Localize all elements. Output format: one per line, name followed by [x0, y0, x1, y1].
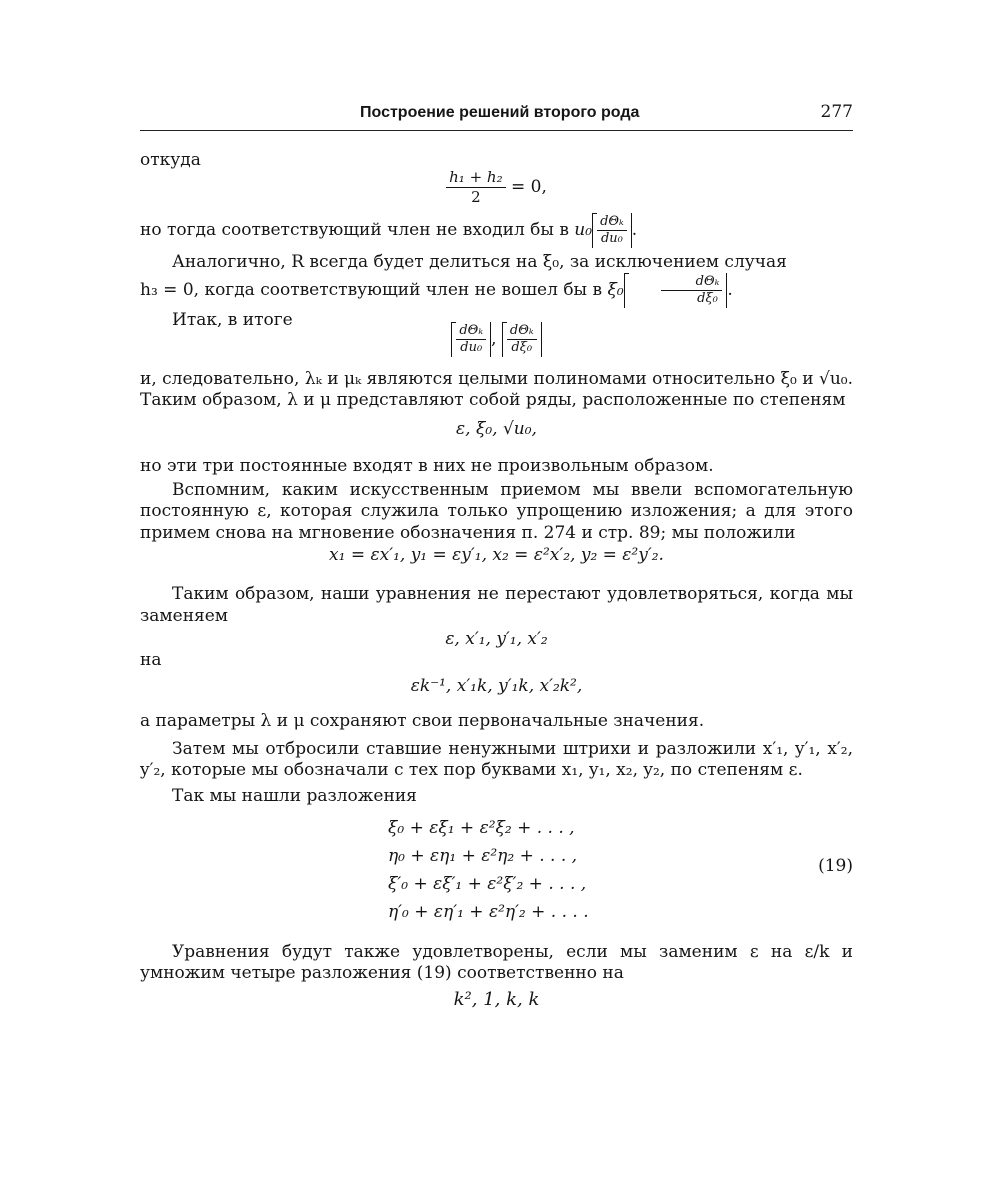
paragraph-zatem: Затем мы отбросили ставшие ненужными штрихи и разложили x′₁, y′₁, x′₂, y′₂, которые мы обозначали с тех пор буквами x₁, y₁, x₂, y₂, по степеням ε. — [140, 738, 853, 781]
paragraph-parametry: а параметры λ и μ сохраняют свои первоначальные значения. — [140, 711, 705, 732]
fraction-denominator: 2 — [471, 187, 481, 206]
bracket-dtheta-du0 — [592, 213, 632, 248]
paragraph-vspomnim: Вспомним, каким искусственным приемом мы ввели вспомогательную постоянную ε, которая служила только упрощению изложения; а для этого примем снова на мгновение обозначения п. 274 и стр. 89; мы положили — [140, 479, 853, 543]
paragraph-tak-my-nashli: Так мы нашли разложения — [172, 785, 417, 806]
math-u0: u₀ — [574, 219, 593, 240]
equation-number: (19) — [818, 855, 853, 876]
paragraph-otkuda: откуда — [140, 150, 201, 170]
period: . — [727, 280, 733, 301]
body-text — [140, 150, 853, 1010]
equation-series-19 — [140, 814, 853, 926]
paragraph-text: Аналогично, R всегда будет делиться на ξ₀, за исключением случая — [172, 251, 787, 272]
equation-substitution: x₁ = εx′₁, y₁ = εy′₁, x₂ = ε²x′₂, y₂ = ε²y′₂. — [329, 545, 664, 566]
equation-scaled-vars: εk⁻¹, x′₁k, y′₁k, x′₂k², — [410, 676, 583, 697]
separator: , — [491, 328, 497, 349]
paragraph-tri-postoyannye: но эти три постоянные входят в них не произвольным образом. — [140, 455, 714, 476]
equation-original-vars: ε, x′₁, y′₁, x′₂ — [445, 628, 548, 649]
equation-eps-xi-sqrt: ε, ξ₀, √u₀, — [456, 418, 537, 439]
series-line: η₀ + εη₁ + ε²η₂ + . . . , — [388, 845, 578, 866]
running-title: Построение решений второго рода — [360, 104, 640, 121]
bracket-dtheta-dxi0 — [624, 273, 728, 308]
paragraph-na: на — [140, 649, 162, 670]
fraction-numerator: h₁ + h₂ — [446, 168, 505, 188]
bracket-dtheta-dxi0-display — [502, 322, 542, 357]
fraction-numerator: dΘₖ — [507, 323, 537, 340]
equation-h-sum — [140, 168, 853, 207]
paragraph-takim-obrazom: Таким образом, наши уравнения не перестают удовлетворяться, когда мы заменяем — [140, 584, 853, 626]
running-head — [140, 98, 853, 131]
period: . — [631, 219, 638, 240]
paragraph-sledovatelno: и, следовательно, λₖ и μₖ являются целыми полиномами относительно ξ₀ и √u₀. Таким образом, λ и μ представляют собой ряды, расположенные по степеням — [140, 368, 853, 411]
page-number: 277 — [820, 102, 853, 122]
fraction-numerator: dΘₖ — [661, 274, 723, 291]
fraction-h-sum — [446, 168, 505, 207]
fraction-denominator: du₀ — [460, 339, 483, 355]
series-line: η′₀ + εη′₁ + ε²η′₂ + . . . . — [388, 901, 589, 922]
equation-rhs: = 0, — [510, 176, 547, 197]
paragraph-no-togda — [140, 213, 853, 248]
paragraph-uravneniya: Уравнения будут также удовлетворены, если мы заменим ε на ε/k и умножим четыре разложения (19) соответственно на — [140, 941, 853, 984]
equation-multipliers: k², 1, k, k — [453, 988, 540, 1010]
paragraph-analogichno — [140, 252, 853, 309]
math-xi0: ξ₀ — [607, 280, 624, 301]
series-line: ξ′₀ + εξ′₁ + ε²ξ′₂ + . . . , — [388, 873, 587, 894]
fraction-numerator: dΘₖ — [456, 323, 486, 340]
paragraph-text-continued: h₃ = 0, когда соответствующий член не вошел бы в — [140, 280, 603, 301]
fraction-denominator: dξ₀ — [511, 339, 533, 355]
paragraph-itak: Итак, в итоге — [172, 310, 293, 331]
paragraph-text: но тогда соответствующий член не входил бы в — [140, 219, 569, 240]
fraction-numerator: dΘₖ — [597, 214, 627, 231]
series-line: ξ₀ + εξ₁ + ε²ξ₂ + . . . , — [388, 817, 575, 838]
fraction-denominator: du₀ — [600, 230, 623, 246]
bracket-dtheta-du0-display — [451, 322, 491, 357]
fraction-denominator: dξ₀ — [697, 291, 718, 307]
